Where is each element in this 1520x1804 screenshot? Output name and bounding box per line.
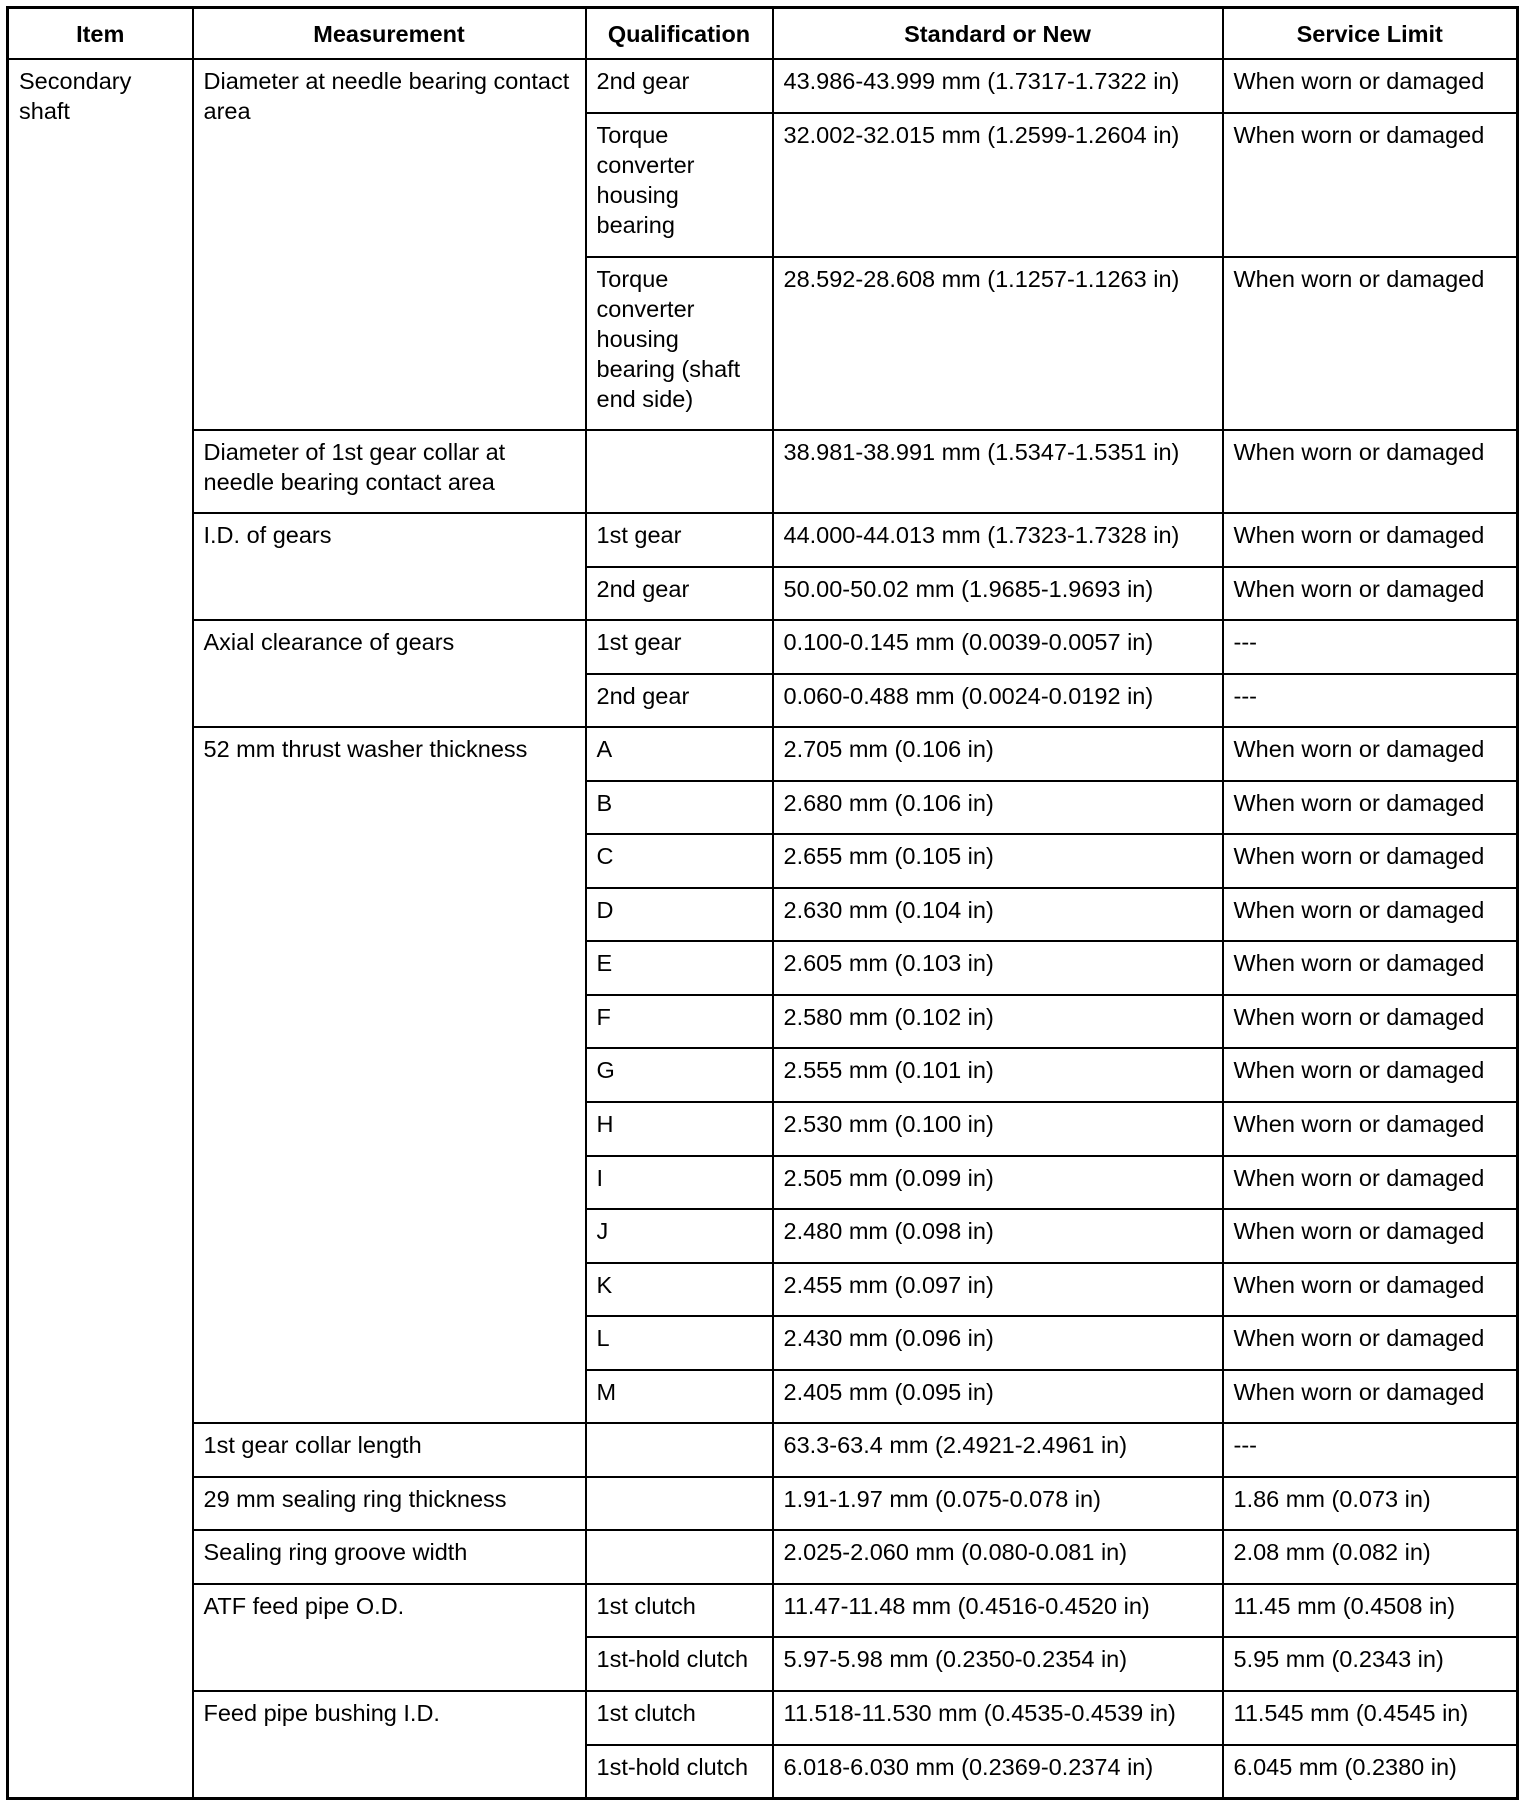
- service-limit-cell: When worn or damaged: [1223, 834, 1518, 888]
- qualification-cell: Torque converter housing bearing (shaft end side): [586, 257, 773, 430]
- qualification-cell: 1st clutch: [586, 1584, 773, 1638]
- qualification-cell: 2nd gear: [586, 674, 773, 728]
- standard-cell: 28.592-28.608 mm (1.1257-1.1263 in): [773, 257, 1223, 430]
- qualification-cell: G: [586, 1048, 773, 1102]
- measurement-cell: Sealing ring groove width: [193, 1530, 586, 1584]
- service-limit-cell: When worn or damaged: [1223, 941, 1518, 995]
- table-row: [8, 1691, 1518, 1745]
- standard-cell: 2.555 mm (0.101 in): [773, 1048, 1223, 1102]
- service-limit-cell: When worn or damaged: [1223, 1048, 1518, 1102]
- service-limit-cell: When worn or damaged: [1223, 59, 1518, 113]
- table-row: [8, 1530, 1518, 1584]
- service-limit-cell: When worn or damaged: [1223, 1102, 1518, 1156]
- table-row: [8, 59, 1518, 113]
- item-cell: Secondary shaft: [8, 59, 193, 1799]
- service-limit-cell: When worn or damaged: [1223, 1209, 1518, 1263]
- standard-cell: 50.00-50.02 mm (1.9685-1.9693 in): [773, 567, 1223, 621]
- service-limit-cell: When worn or damaged: [1223, 1156, 1518, 1210]
- service-limit-cell: When worn or damaged: [1223, 430, 1518, 513]
- header-measurement: Measurement: [193, 8, 586, 60]
- measurement-cell: I.D. of gears: [193, 513, 586, 620]
- standard-cell: 2.680 mm (0.106 in): [773, 781, 1223, 835]
- qualification-cell: D: [586, 888, 773, 942]
- qualification-cell: [586, 1530, 773, 1584]
- table-row: [8, 1477, 1518, 1531]
- table-row: [8, 513, 1518, 567]
- service-limit-cell: 5.95 mm (0.2343 in): [1223, 1637, 1518, 1691]
- standard-cell: 2.705 mm (0.106 in): [773, 727, 1223, 781]
- table-row: [8, 727, 1518, 781]
- table-row: [8, 620, 1518, 674]
- standard-cell: 0.100-0.145 mm (0.0039-0.0057 in): [773, 620, 1223, 674]
- header-service-limit: Service Limit: [1223, 8, 1518, 60]
- measurement-cell: Axial clearance of gears: [193, 620, 586, 727]
- service-limit-cell: When worn or damaged: [1223, 257, 1518, 430]
- standard-cell: 2.580 mm (0.102 in): [773, 995, 1223, 1049]
- qualification-cell: 1st-hold clutch: [586, 1745, 773, 1799]
- qualification-cell: F: [586, 995, 773, 1049]
- standard-cell: 44.000-44.013 mm (1.7323-1.7328 in): [773, 513, 1223, 567]
- standard-cell: 2.505 mm (0.099 in): [773, 1156, 1223, 1210]
- standard-cell: 43.986-43.999 mm (1.7317-1.7322 in): [773, 59, 1223, 113]
- standard-cell: 2.025-2.060 mm (0.080-0.081 in): [773, 1530, 1223, 1584]
- measurement-cell: 1st gear collar length: [193, 1423, 586, 1477]
- qualification-cell: [586, 1477, 773, 1531]
- service-limit-cell: When worn or damaged: [1223, 995, 1518, 1049]
- qualification-cell: H: [586, 1102, 773, 1156]
- standard-cell: 0.060-0.488 mm (0.0024-0.0192 in): [773, 674, 1223, 728]
- table-row: [8, 1584, 1518, 1638]
- standard-cell: 2.405 mm (0.095 in): [773, 1370, 1223, 1424]
- qualification-cell: M: [586, 1370, 773, 1424]
- measurement-cell: 52 mm thrust washer thickness: [193, 727, 586, 1423]
- standard-cell: 2.605 mm (0.103 in): [773, 941, 1223, 995]
- qualification-cell: Torque converter housing bearing: [586, 113, 773, 257]
- service-limit-cell: When worn or damaged: [1223, 1370, 1518, 1424]
- standard-cell: 11.518-11.530 mm (0.4535-0.4539 in): [773, 1691, 1223, 1745]
- qualification-cell: 2nd gear: [586, 567, 773, 621]
- qualification-cell: J: [586, 1209, 773, 1263]
- header-qualification: Qualification: [586, 8, 773, 60]
- qualification-cell: C: [586, 834, 773, 888]
- service-limit-cell: When worn or damaged: [1223, 888, 1518, 942]
- qualification-cell: 1st gear: [586, 513, 773, 567]
- measurement-cell: ATF feed pipe O.D.: [193, 1584, 586, 1691]
- table-row: [8, 430, 1518, 513]
- qualification-cell: I: [586, 1156, 773, 1210]
- standard-cell: 2.530 mm (0.100 in): [773, 1102, 1223, 1156]
- qualification-cell: B: [586, 781, 773, 835]
- measurement-cell: Feed pipe bushing I.D.: [193, 1691, 586, 1798]
- standard-cell: 11.47-11.48 mm (0.4516-0.4520 in): [773, 1584, 1223, 1638]
- table-row: [8, 1423, 1518, 1477]
- spec-table: [6, 6, 1519, 1800]
- standard-cell: 2.480 mm (0.098 in): [773, 1209, 1223, 1263]
- standard-cell: 63.3-63.4 mm (2.4921-2.4961 in): [773, 1423, 1223, 1477]
- service-limit-cell: When worn or damaged: [1223, 1316, 1518, 1370]
- standard-cell: 2.655 mm (0.105 in): [773, 834, 1223, 888]
- service-limit-cell: 1.86 mm (0.073 in): [1223, 1477, 1518, 1531]
- header-row: [8, 8, 1518, 60]
- service-limit-cell: 2.08 mm (0.082 in): [1223, 1530, 1518, 1584]
- standard-cell: 6.018-6.030 mm (0.2369-0.2374 in): [773, 1745, 1223, 1799]
- service-limit-cell: ---: [1223, 1423, 1518, 1477]
- service-limit-cell: ---: [1223, 620, 1518, 674]
- qualification-cell: 1st gear: [586, 620, 773, 674]
- service-limit-cell: When worn or damaged: [1223, 727, 1518, 781]
- qualification-cell: 1st clutch: [586, 1691, 773, 1745]
- standard-cell: 38.981-38.991 mm (1.5347-1.5351 in): [773, 430, 1223, 513]
- qualification-cell: L: [586, 1316, 773, 1370]
- measurement-cell: 29 mm sealing ring thickness: [193, 1477, 586, 1531]
- standard-cell: 32.002-32.015 mm (1.2599-1.2604 in): [773, 113, 1223, 257]
- qualification-cell: K: [586, 1263, 773, 1317]
- header-item: Item: [8, 8, 193, 60]
- standard-cell: 1.91-1.97 mm (0.075-0.078 in): [773, 1477, 1223, 1531]
- service-limit-cell: ---: [1223, 674, 1518, 728]
- standard-cell: 5.97-5.98 mm (0.2350-0.2354 in): [773, 1637, 1223, 1691]
- qualification-cell: 1st-hold clutch: [586, 1637, 773, 1691]
- service-limit-cell: When worn or damaged: [1223, 567, 1518, 621]
- service-limit-cell: When worn or damaged: [1223, 781, 1518, 835]
- service-limit-cell: When worn or damaged: [1223, 513, 1518, 567]
- measurement-cell: Diameter at needle bearing contact area: [193, 59, 586, 430]
- standard-cell: 2.430 mm (0.096 in): [773, 1316, 1223, 1370]
- service-limit-cell: 11.545 mm (0.4545 in): [1223, 1691, 1518, 1745]
- standard-cell: 2.455 mm (0.097 in): [773, 1263, 1223, 1317]
- service-limit-cell: When worn or damaged: [1223, 1263, 1518, 1317]
- measurement-cell: Diameter of 1st gear collar at needle bearing contact area: [193, 430, 586, 513]
- standard-cell: 2.630 mm (0.104 in): [773, 888, 1223, 942]
- qualification-cell: E: [586, 941, 773, 995]
- qualification-cell: 2nd gear: [586, 59, 773, 113]
- qualification-cell: A: [586, 727, 773, 781]
- service-limit-cell: 6.045 mm (0.2380 in): [1223, 1745, 1518, 1799]
- service-limit-cell: When worn or damaged: [1223, 113, 1518, 257]
- qualification-cell: [586, 430, 773, 513]
- header-standard: Standard or New: [773, 8, 1223, 60]
- qualification-cell: [586, 1423, 773, 1477]
- service-limit-cell: 11.45 mm (0.4508 in): [1223, 1584, 1518, 1638]
